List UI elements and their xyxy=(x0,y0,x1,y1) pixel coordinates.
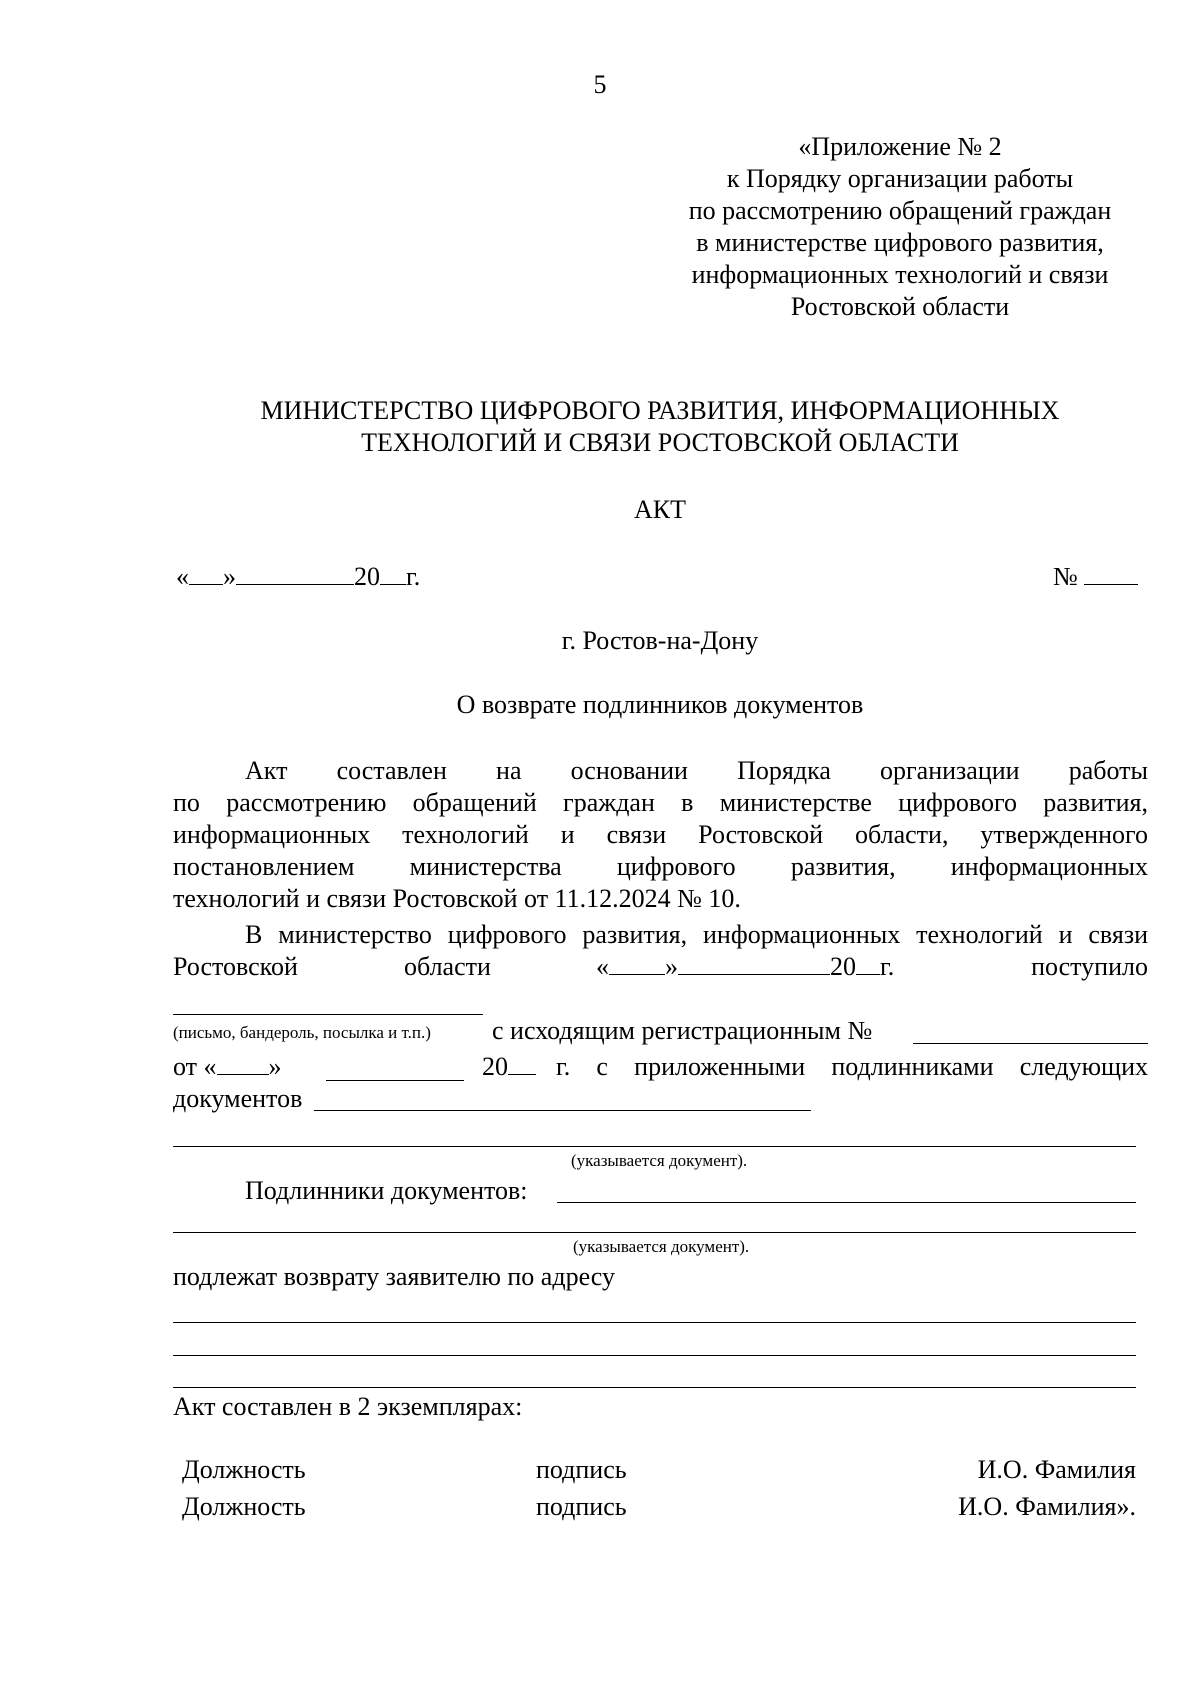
annex-line-4: в министерстве цифрового развития, xyxy=(696,228,1104,257)
address-line-1 xyxy=(173,1322,1136,1323)
signature-position-2: Должность xyxy=(182,1492,306,1521)
year-suffix: г. xyxy=(406,562,421,591)
outgoing-day-blank xyxy=(217,1052,269,1075)
letter-type-blank xyxy=(173,1014,483,1015)
originals-blank xyxy=(557,1202,1136,1203)
para2-line-5: документов xyxy=(173,1084,303,1113)
para2-g: г. xyxy=(880,952,895,981)
annex-line-1: «Приложение № 2 xyxy=(798,132,1002,161)
para2-open-quote: « xyxy=(596,952,609,981)
para2-line-4-year xyxy=(482,1052,536,1082)
address-line-2 xyxy=(173,1355,1136,1356)
para2-day-blank xyxy=(609,952,665,975)
signature-name-1: И.О. Фамилия xyxy=(977,1455,1136,1484)
doc-title: АКТ xyxy=(634,495,686,524)
address-line-3 xyxy=(173,1387,1136,1388)
month-blank xyxy=(236,562,354,585)
originals-line xyxy=(173,1232,1136,1233)
para2-month-blank xyxy=(678,952,830,975)
para2-year: 20 xyxy=(830,952,856,981)
annex-line-6: Ростовской области xyxy=(790,292,1010,321)
copies-text: Акт составлен в 2 экземплярах: xyxy=(173,1392,523,1421)
para2-line-1: В министерство цифрового развития, информационных технологий и связи xyxy=(245,920,1148,949)
para1-line-3: информационных технологий и связи Ростовской области, утвержденного xyxy=(173,820,1148,849)
date-close-quote: » xyxy=(223,562,236,591)
para1-line-5: технологий и связи Ростовской от 11.12.2024 № 10. xyxy=(173,884,741,913)
para2-line-4-rest: г. с приложенными подлинниками следующих xyxy=(556,1052,1148,1081)
signature-sign-1: подпись xyxy=(536,1455,627,1484)
documents-blank xyxy=(314,1110,811,1111)
hint-document-1: (указывается документ). xyxy=(571,1151,748,1170)
date-open-quote: « xyxy=(176,562,189,591)
para2-from: от « xyxy=(173,1052,217,1081)
para2-date xyxy=(596,952,894,982)
para2-line-3: с исходящим регистрационным № xyxy=(492,1016,873,1045)
para2-line-2a: Ростовской xyxy=(173,952,298,981)
annex-line-2: к Порядку организации работы xyxy=(726,164,1074,193)
act-number xyxy=(1053,562,1138,592)
number-blank xyxy=(1084,562,1138,585)
return-text: подлежат возврату заявителю по адресу xyxy=(173,1262,615,1291)
outgoing-month-blank xyxy=(326,1080,464,1081)
year-prefix: 20 xyxy=(354,562,380,591)
city: г. Ростов-на-Дону xyxy=(561,626,759,655)
ministry-heading-line-2: ТЕХНОЛОГИЙ И СВЯЗИ РОСТОВСКОЙ ОБЛАСТИ xyxy=(361,428,959,457)
date-line xyxy=(176,562,420,592)
hint-letter-type: (письмо, бандероль, посылка и т.п.) xyxy=(173,1023,431,1042)
signature-name-2: И.О. Фамилия». xyxy=(958,1492,1136,1521)
signature-position-1: Должность xyxy=(182,1455,306,1484)
signature-sign-2: подпись xyxy=(536,1492,627,1521)
number-sign: № xyxy=(1053,562,1078,591)
outgoing-year-blank xyxy=(508,1052,536,1075)
year-blank xyxy=(380,562,406,585)
para2-line4-year: 20 xyxy=(482,1052,508,1081)
annex-line-3: по рассмотрению обращений граждан xyxy=(688,196,1112,225)
para1-line-1: Акт составлен на основании Порядка организации работы xyxy=(245,756,1148,785)
para1-line-2: по рассмотрению обращений граждан в министерстве цифрового развития, xyxy=(173,788,1148,817)
documents-line xyxy=(173,1146,1136,1147)
reg-number-blank xyxy=(913,1043,1148,1044)
para2-line-2-end: поступило xyxy=(1031,952,1148,981)
para2-line-4-from xyxy=(173,1052,282,1082)
para1-line-4: постановлением министерства цифрового развития, информационных xyxy=(173,852,1148,881)
page-number: 5 xyxy=(593,70,607,99)
para2-line-2b: области xyxy=(404,952,491,981)
para2-close-quote: » xyxy=(665,952,678,981)
para2-year-blank xyxy=(856,952,880,975)
subject: О возврате подлинников документов xyxy=(456,690,864,719)
annex-line-5: информационных технологий и связи xyxy=(691,260,1109,289)
ministry-heading-line-1: МИНИСТЕРСТВО ЦИФРОВОГО РАЗВИТИЯ, ИНФОРМАЦИОННЫХ xyxy=(260,396,1060,425)
originals-label: Подлинники документов: xyxy=(245,1176,528,1205)
para2-line4-close: » xyxy=(268,1052,282,1081)
hint-document-2: (указывается документ). xyxy=(573,1237,750,1256)
day-blank xyxy=(189,562,223,585)
